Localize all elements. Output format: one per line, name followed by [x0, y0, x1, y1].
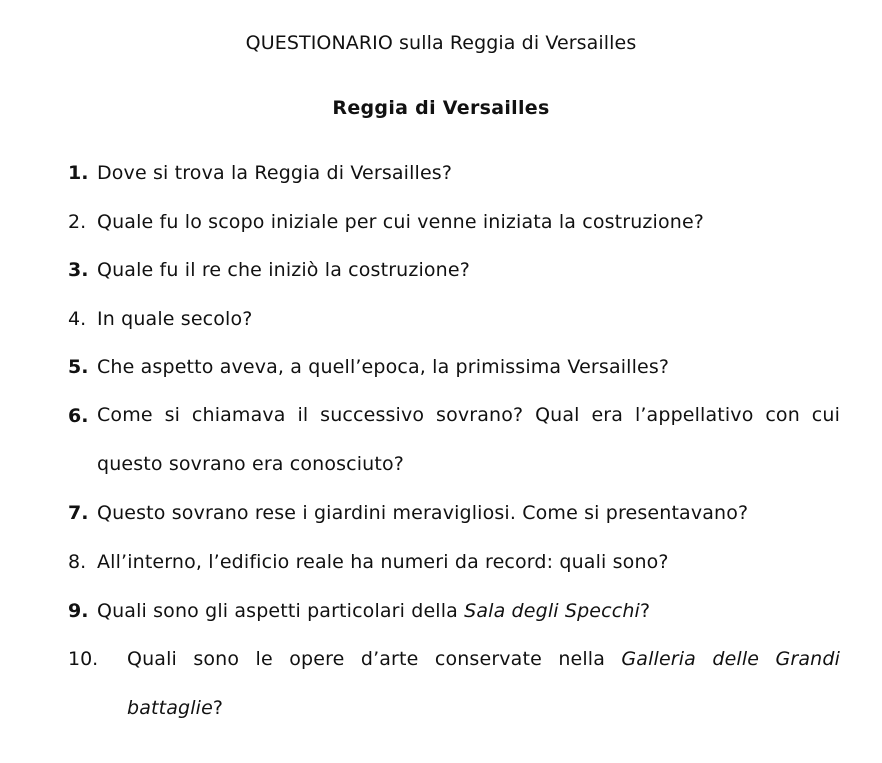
question-number: 9.: [68, 599, 89, 622]
question-item: [68, 210, 840, 234]
question-text-part: ?: [639, 599, 651, 622]
question-number: 1.: [68, 162, 89, 184]
document-header-title: QUESTIONARIO sulla Reggia di Versailles: [245, 32, 637, 54]
question-number: 10.: [68, 648, 99, 671]
question-text: Che aspetto aveva, a quell’epoca, la primissima Versailles?: [97, 356, 670, 379]
question-text-italic: Galleria delle Grandi battaglie: [127, 647, 840, 719]
question-text: Dove si trova la Reggia di Versailles?: [97, 162, 453, 184]
question-text: Quale fu il re che iniziò la costruzione?: [97, 259, 470, 282]
question-text-part: Quali sono gli aspetti particolari della: [97, 599, 465, 622]
question-item: [68, 647, 840, 733]
question-item: [68, 307, 840, 331]
question-item: [68, 161, 840, 185]
question-text: [98, 635, 840, 733]
question-text-italic: Sala degli Specchi: [464, 599, 640, 622]
question-text: All’interno, l’edificio reale ha numeri da record: quali sono?: [97, 551, 669, 574]
question-number: 8.: [68, 551, 87, 574]
question-number: 3.: [68, 259, 89, 282]
question-list: [68, 161, 840, 745]
question-number: 2.: [68, 210, 87, 233]
question-text: Quale fu lo scopo iniziale per cui venne iniziata la costruzione?: [97, 210, 705, 233]
question-item: [68, 501, 840, 525]
question-text: In quale secolo?: [97, 307, 253, 330]
document-subtitle: Reggia di Versailles: [332, 97, 550, 119]
question-item: [68, 258, 840, 282]
question-text: Questo sovrano rese i giardini meravigliosi. Come si presentavano?: [97, 502, 749, 525]
question-text: Come si chiamava il successivo sovrano? Qual era l’appellativo con cui questo sovrano era conosciuto?: [97, 404, 840, 476]
question-text: [97, 599, 840, 623]
question-item: [68, 599, 840, 623]
question-text-part: Quali sono le opere d’arte conservate nella: [127, 647, 622, 670]
question-item: [68, 550, 840, 574]
question-number: 7.: [68, 502, 89, 525]
question-number: 5.: [68, 356, 89, 379]
question-item: [68, 355, 840, 379]
question-number: 6.: [68, 404, 89, 427]
question-text-part: ?: [212, 696, 224, 719]
question-number: 4.: [68, 307, 87, 330]
question-item: [68, 404, 840, 490]
